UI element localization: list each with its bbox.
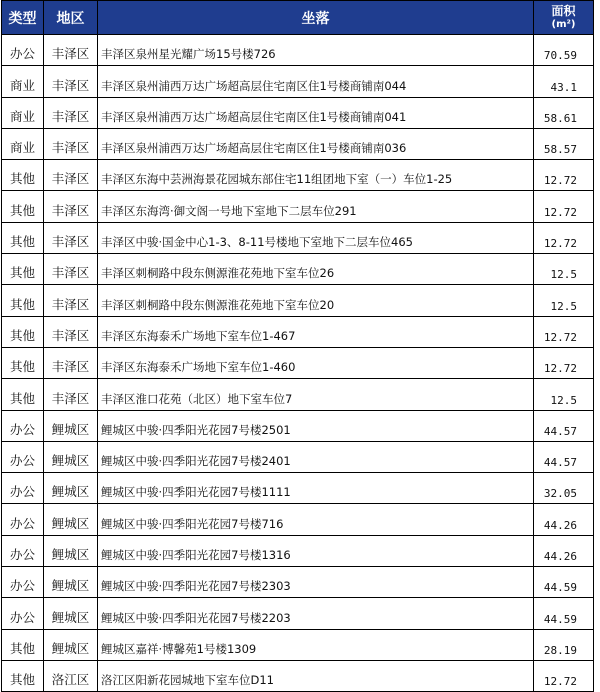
- cell-district: 洛江区: [44, 660, 98, 691]
- table-row: [2, 410, 594, 441]
- cell-address: 鲤城区中骏·四季阳光花园7号楼2303: [98, 567, 534, 598]
- cell-address: 洛江区阳新花园城地下室车位D11: [98, 660, 534, 691]
- cell-district: 鲤城区: [44, 567, 98, 598]
- cell-area: 43.1: [534, 66, 594, 97]
- table-header: [2, 1, 594, 35]
- cell-address: 丰泽区刺桐路中段东侧源淮花苑地下室车位26: [98, 254, 534, 285]
- cell-type: 其他: [2, 347, 44, 378]
- cell-type: 办公: [2, 535, 44, 566]
- table-row: [2, 35, 594, 66]
- cell-address: 鲤城区嘉祥·博馨苑1号楼1309: [98, 629, 534, 660]
- cell-type: 其他: [2, 222, 44, 253]
- table-row: [2, 598, 594, 629]
- cell-type: 商业: [2, 66, 44, 97]
- cell-district: 鲤城区: [44, 410, 98, 441]
- header-area-label: 面积: [551, 3, 576, 18]
- cell-district: 鲤城区: [44, 598, 98, 629]
- cell-district: 丰泽区: [44, 254, 98, 285]
- cell-district: 鲤城区: [44, 473, 98, 504]
- cell-district: 丰泽区: [44, 97, 98, 128]
- header-area-unit: (m²): [551, 18, 576, 30]
- cell-area: 12.72: [534, 191, 594, 222]
- table-body: [2, 35, 594, 692]
- header-area: [534, 1, 594, 35]
- cell-area: 12.72: [534, 222, 594, 253]
- cell-district: 丰泽区: [44, 160, 98, 191]
- cell-type: 其他: [2, 316, 44, 347]
- cell-area: 12.5: [534, 379, 594, 410]
- cell-type: 其他: [2, 191, 44, 222]
- cell-district: 丰泽区: [44, 35, 98, 66]
- cell-district: 丰泽区: [44, 222, 98, 253]
- cell-type: 其他: [2, 379, 44, 410]
- cell-area: 58.61: [534, 97, 594, 128]
- table-row: [2, 128, 594, 159]
- table-row: [2, 160, 594, 191]
- cell-area: 12.72: [534, 660, 594, 691]
- cell-district: 丰泽区: [44, 316, 98, 347]
- cell-type: 商业: [2, 97, 44, 128]
- cell-district: 丰泽区: [44, 379, 98, 410]
- cell-type: 其他: [2, 285, 44, 316]
- cell-type: 办公: [2, 598, 44, 629]
- cell-type: 其他: [2, 629, 44, 660]
- cell-area: 44.59: [534, 598, 594, 629]
- cell-area: 44.57: [534, 441, 594, 472]
- table-row: [2, 347, 594, 378]
- table-row: [2, 66, 594, 97]
- cell-type: 商业: [2, 128, 44, 159]
- table-row: [2, 629, 594, 660]
- cell-area: 70.59: [534, 35, 594, 66]
- cell-type: 办公: [2, 441, 44, 472]
- table-row: [2, 535, 594, 566]
- cell-type: 办公: [2, 567, 44, 598]
- cell-district: 丰泽区: [44, 128, 98, 159]
- cell-address: 丰泽区泉州星光耀广场15号楼726: [98, 35, 534, 66]
- table-row: [2, 473, 594, 504]
- cell-address: 丰泽区泉州浦西万达广场超高层住宅南区住1号楼商铺南044: [98, 66, 534, 97]
- cell-area: 58.57: [534, 128, 594, 159]
- cell-district: 丰泽区: [44, 191, 98, 222]
- table-row: [2, 316, 594, 347]
- property-table: [1, 0, 594, 692]
- table-row: [2, 97, 594, 128]
- table-row: [2, 567, 594, 598]
- table-row: [2, 254, 594, 285]
- cell-type: 其他: [2, 254, 44, 285]
- cell-type: 其他: [2, 160, 44, 191]
- cell-address: 丰泽区东海泰禾广场地下室车位1-460: [98, 347, 534, 378]
- cell-address: 鲤城区中骏·四季阳光花园7号楼1111: [98, 473, 534, 504]
- table-row: [2, 504, 594, 535]
- cell-type: 办公: [2, 410, 44, 441]
- cell-district: 丰泽区: [44, 285, 98, 316]
- table-row: [2, 660, 594, 691]
- cell-type: 办公: [2, 504, 44, 535]
- cell-district: 鲤城区: [44, 441, 98, 472]
- cell-area: 44.59: [534, 567, 594, 598]
- cell-address: 鲤城区中骏·四季阳光花园7号楼2401: [98, 441, 534, 472]
- cell-type: 其他: [2, 660, 44, 691]
- cell-address: 鲤城区中骏·四季阳光花园7号楼2203: [98, 598, 534, 629]
- cell-area: 28.19: [534, 629, 594, 660]
- cell-address: 丰泽区刺桐路中段东侧源淮花苑地下室车位20: [98, 285, 534, 316]
- cell-address: 鲤城区中骏·四季阳光花园7号楼716: [98, 504, 534, 535]
- table-row: [2, 285, 594, 316]
- cell-address: 丰泽区泉州浦西万达广场超高层住宅南区住1号楼商铺南036: [98, 128, 534, 159]
- cell-area: 44.26: [534, 535, 594, 566]
- cell-area: 12.5: [534, 254, 594, 285]
- cell-address: 丰泽区东海湾·御文阁一号地下室地下二层车位291: [98, 191, 534, 222]
- cell-district: 鲤城区: [44, 629, 98, 660]
- table-row: [2, 191, 594, 222]
- cell-area: 12.72: [534, 160, 594, 191]
- cell-area: 12.72: [534, 347, 594, 378]
- cell-area: 44.26: [534, 504, 594, 535]
- header-row: [2, 1, 594, 35]
- cell-district: 丰泽区: [44, 66, 98, 97]
- header-type: 类型: [2, 1, 44, 35]
- table-row: [2, 379, 594, 410]
- table-row: [2, 222, 594, 253]
- cell-district: 鲤城区: [44, 504, 98, 535]
- cell-area: 12.5: [534, 285, 594, 316]
- cell-address: 鲤城区中骏·四季阳光花园7号楼1316: [98, 535, 534, 566]
- cell-district: 丰泽区: [44, 347, 98, 378]
- table-row: [2, 441, 594, 472]
- cell-address: 丰泽区泉州浦西万达广场超高层住宅南区住1号楼商铺南041: [98, 97, 534, 128]
- cell-district: 鲤城区: [44, 535, 98, 566]
- cell-address: 丰泽区东海中芸洲海景花园城东部住宅11组团地下室（一）车位1-25: [98, 160, 534, 191]
- cell-type: 办公: [2, 473, 44, 504]
- cell-type: 办公: [2, 35, 44, 66]
- cell-area: 44.57: [534, 410, 594, 441]
- cell-area: 32.05: [534, 473, 594, 504]
- cell-address: 丰泽区中骏·国金中心1-3、8-11号楼地下室地下二层车位465: [98, 222, 534, 253]
- cell-address: 鲤城区中骏·四季阳光花园7号楼2501: [98, 410, 534, 441]
- cell-address: 丰泽区淮口花苑（北区）地下室车位7: [98, 379, 534, 410]
- header-district: 地区: [44, 1, 98, 35]
- header-address: 坐落: [98, 1, 534, 35]
- cell-address: 丰泽区东海泰禾广场地下室车位1-467: [98, 316, 534, 347]
- cell-area: 12.72: [534, 316, 594, 347]
